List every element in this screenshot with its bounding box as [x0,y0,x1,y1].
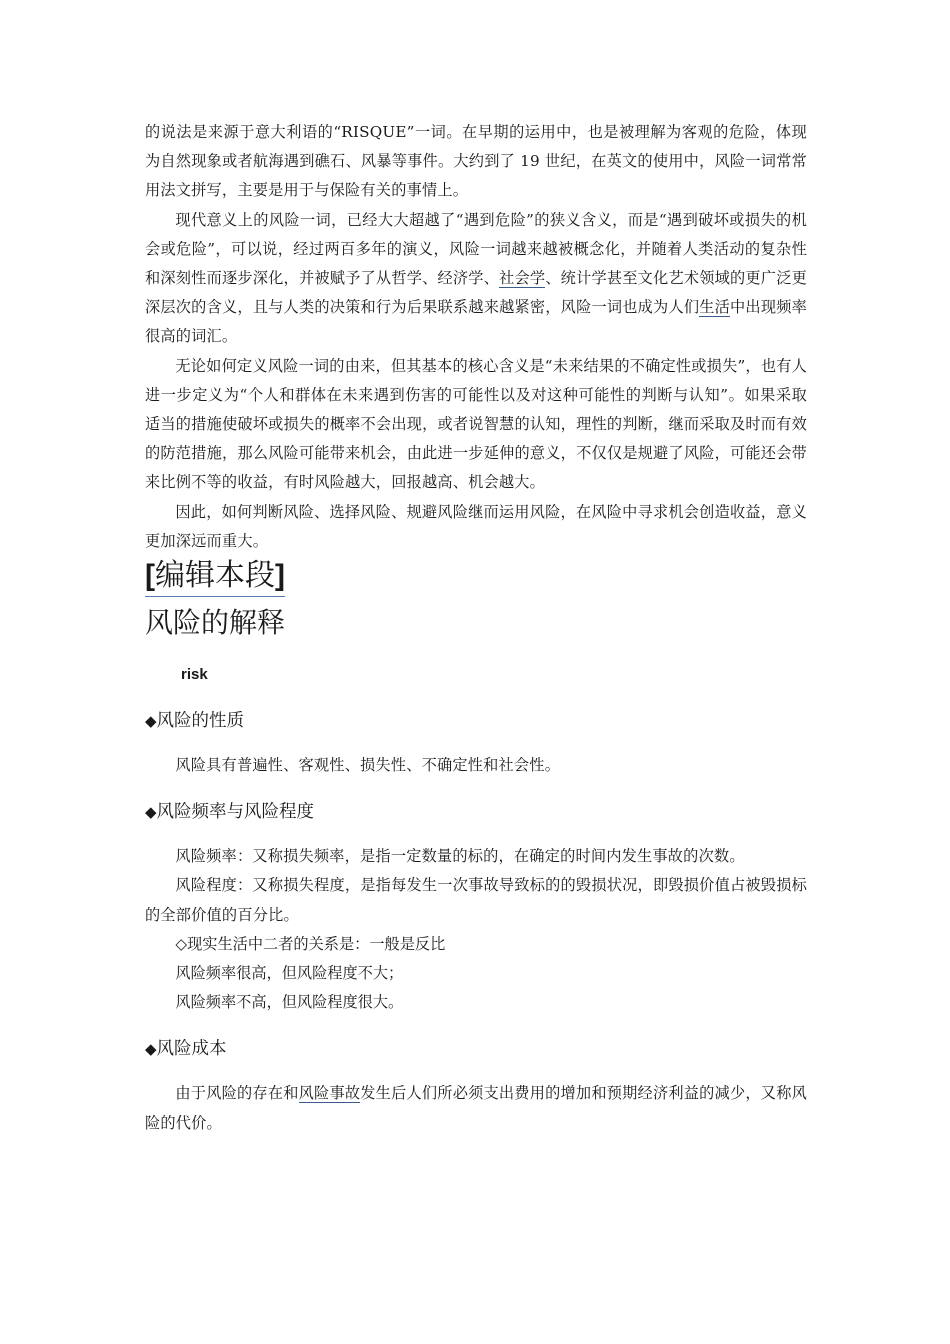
risk-accident-link[interactable]: 风险事故 [298,1084,361,1103]
modern-meaning-text-b: 、统计学甚至文化艺术领域的更广泛更深层次的含义，且与人类的决策和行为后果联系越来越紧密，风险一词也成为人们 [145,269,807,317]
life-link[interactable]: 生活 [699,298,731,317]
subsection-title-nature [145,707,807,735]
degree-definition: 风险程度：又称损失程度，是指每发生一次事故导致标的的毁损状况，即毁损价值占被毁损标的全部价值的百分比。 [145,876,807,924]
diamond-bullet-icon: ◆ [145,1040,157,1059]
edit-bracket-close: ] [275,559,285,593]
modern-meaning-paragraph [145,206,807,352]
subsection-title-text: 风险的性质 [156,711,245,732]
modern-meaning-text-a: 现代意义上的风险一词，已经大大超越了“遇到危险”的狭义含义，而是“遇到破坏或损失的机会或危险”，可以说，经过两百多年的演义，风险一词越来越被概念化，并随着人类活动的复杂性和深刻性而逐步深化，并被赋予了从哲学、经济学、 [145,210,807,288]
subsection-title-text: 风险成本 [156,1039,227,1060]
edit-bracket-open: [ [145,559,155,593]
diamond-bullet-icon: ◆ [145,803,157,822]
relation-note: ◇现实生活中二者的关系是：一般是反比 [175,934,446,953]
subsection-title-frequency [145,798,807,826]
conclusion-paragraph: 因此，如何判断风险、选择风险、规避风险继而运用风险，在风险中寻求机会创造收益，意义更加深远而重大。 [145,502,807,550]
modern-meaning-text-c: 中出现频率很高的词汇。 [145,298,807,346]
core-meaning-paragraph: 无论如何定义风险一词的由来，但其基本的核心含义是“未来结果的不确定性或损失”，也有人进一步定义为“个人和群体在未来遇到伤害的可能性以及对这种可能性的判断与认知”。如果采取适当的措施使破坏或损失的概率不会出现，或者说智慧的认知，理性的判断，继而采取及时而有效的防范措施，那么风险可能带来机会，由此进一步延伸的意义，不仅仅是规避了风险，可能还会带来比例不等的收益，有时风险越大，回报越高、机会越大。 [145,356,807,492]
section-heading: 风险的解释 [145,606,286,640]
cost-text-a: 由于风险的存在和 [175,1084,299,1103]
intro-paragraph: 的说法是来源于意大利语的“RISQUE”一词。在早期的运用中，也是被理解为客观的危险，体现为自然现象或者航海遇到礁石、风暴等事件。大约到了 19 世纪，在英文的使用中，风险一词常常用法文拼写，主要是用于与保险有关的事情上。 [145,123,807,200]
nature-paragraph: 风险具有普遍性、客观性、损失性、不确定性和社会性。 [175,756,561,775]
diamond-bullet-icon: ◆ [145,712,157,731]
edit-section-link[interactable] [145,558,285,597]
cost-paragraph [145,1079,807,1137]
relation-line-2: 风险频率不高，但风险程度很大。 [175,993,404,1012]
edit-section-label: 编辑本段 [155,558,275,594]
frequency-definition: 风险频率：又称损失频率，是指一定数量的标的，在确定的时间内发生事故的次数。 [175,847,745,866]
term-risk: risk [181,666,208,684]
cost-text-b: 发生后人们所必须支出费用的增加和预期经济利益的减少，又称风险的代价。 [145,1084,807,1132]
relation-line-1: 风险频率很高，但风险程度不大； [175,964,404,983]
subsection-title-text: 风险频率与风险程度 [156,802,315,823]
sociology-link[interactable]: 社会学 [499,269,546,288]
document-page [145,118,807,1138]
subsection-title-cost [145,1035,807,1063]
